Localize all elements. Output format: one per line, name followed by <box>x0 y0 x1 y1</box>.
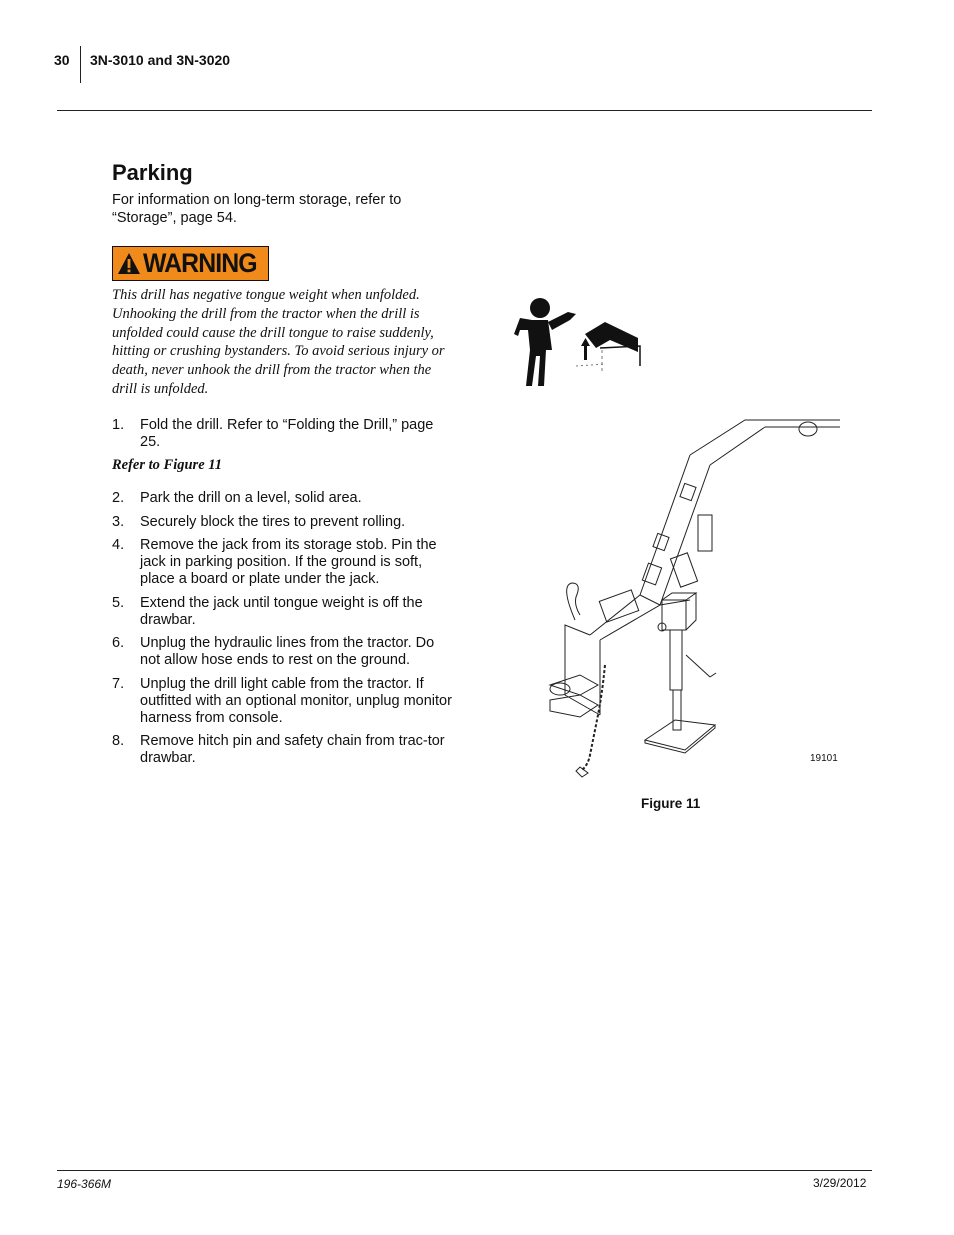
step-text: Park the drill on a level, solid area. <box>140 490 362 506</box>
step-text: Extend the jack until tongue weight is off the drawbar. <box>140 595 423 628</box>
step-text: Remove the jack from its storage stob. Pin the jack in parking position. If the ground is soft, place a board or plate under the jack. <box>140 537 437 587</box>
footer-rule <box>57 1170 872 1171</box>
page-number: 30 <box>54 52 70 68</box>
warning-label <box>112 246 269 281</box>
step-number: 4. <box>112 537 125 553</box>
list-item <box>112 595 457 629</box>
warning-word: WARNING <box>143 248 257 278</box>
step-number: 3. <box>112 514 125 530</box>
revision-date: 3/29/2012 <box>813 1176 867 1190</box>
header-rule <box>57 110 872 111</box>
step-number: 6. <box>112 635 125 651</box>
list-item <box>112 537 457 588</box>
document-number: 196-366M <box>57 1177 112 1191</box>
figure-id-number: 19101 <box>810 753 838 764</box>
list-item <box>112 490 457 507</box>
step-number: 2. <box>112 490 125 506</box>
section-title: Parking <box>112 160 193 185</box>
list-item <box>112 417 457 451</box>
figure-reference: Refer to Figure 11 <box>112 457 222 473</box>
step-number: 8. <box>112 733 125 749</box>
header-divider <box>80 46 81 83</box>
list-item <box>112 635 457 669</box>
step-number: 7. <box>112 676 125 692</box>
list-item <box>112 676 457 727</box>
warning-text: This drill has negative tongue weight when unfolded. Unhooking the drill from the tractor when the drill is unfolded could cause the drill tongue to raise suddenly, hitting or crushing bystanders. To avoid serious injury or death, never unhook the drill from the tractor when the drill is unfolded. <box>112 287 445 397</box>
step-text: Unplug the drill light cable from the tractor. If outfitted with an optional monitor, unplug monitor harness from console. <box>140 676 452 726</box>
step-text: Fold the drill. Refer to “Folding the Drill,” page 25. <box>140 417 434 450</box>
warning-triangle-icon <box>117 252 141 276</box>
list-item <box>112 733 457 767</box>
step-number: 1. <box>112 417 125 433</box>
hitch-jack-illustration <box>540 415 845 785</box>
step-text: Securely block the tires to prevent rolling. <box>140 514 406 530</box>
intro-paragraph: For information on long-term storage, refer to “Storage”, page 54. <box>112 192 402 226</box>
step-text: Unplug the hydraulic lines from the tractor. Do not allow hose ends to rest on the ground. <box>140 635 435 668</box>
step-number: 5. <box>112 595 125 611</box>
list-item <box>112 514 457 531</box>
document-title: 3N-3010 and 3N-3020 <box>90 52 231 68</box>
bystander-hazard-pictogram <box>510 290 645 390</box>
step-text: Remove hitch pin and safety chain from trac-tor drawbar. <box>140 733 445 766</box>
figure-caption: Figure 11 <box>641 796 701 811</box>
